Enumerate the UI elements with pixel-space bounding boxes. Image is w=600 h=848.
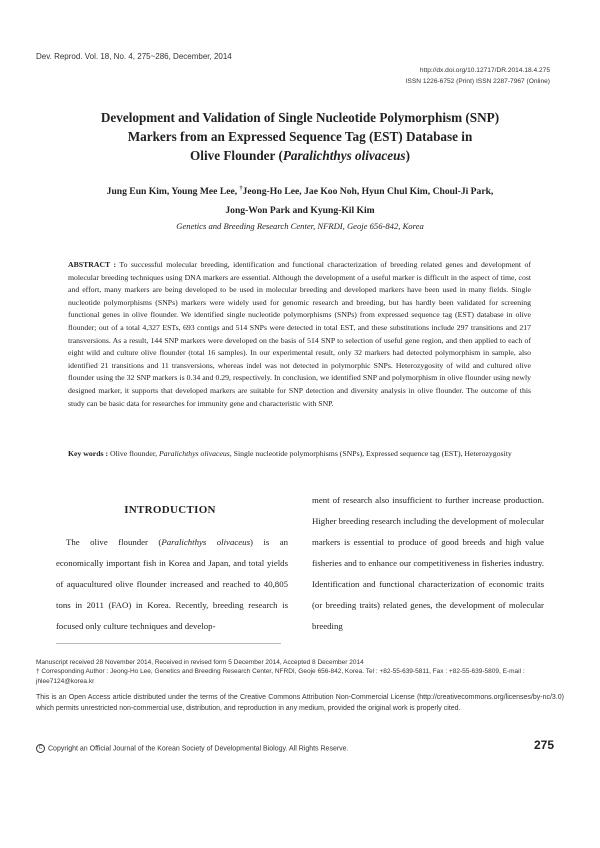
intro-left-post: ) is an economically important fish in Korea and Japan, and total yields of aquacultured olive flounder increased and reached to 40,805 tons in 2011 (FAO) in Korea. Recently, breeding research is focused only culture techniques and develop- xyxy=(56,537,289,631)
introduction-heading: INTRODUCTION xyxy=(124,504,216,516)
keywords-species: Paralichthys olivaceus xyxy=(158,449,230,458)
doi-block xyxy=(406,66,550,87)
title-line-3 xyxy=(60,146,540,165)
license-notice: This is an Open Access article distributed under the terms of the Creative Commons Attribution Non-Commercial License (http://creativecommons.org/licenses/by-nc/3.0) which permits unrestricted non-commercial use, distribution, and reproduction in any medium, provided the original work is properly cited. xyxy=(36,694,564,712)
authors-line-1-pre: Jung Eun Kim, Young Mee Lee, xyxy=(106,186,240,198)
title-species: Paralichthys olivaceus xyxy=(282,148,406,163)
article-title xyxy=(60,108,540,165)
copyright-line xyxy=(36,744,349,753)
copyright-text: Copyright an Official Journal of the Korean Society of Developmental Biology. All Rights Reserve. xyxy=(48,745,349,753)
title-line-3-post: ) xyxy=(405,148,410,163)
copyright-icon: C xyxy=(36,744,45,753)
keywords xyxy=(68,448,531,461)
manuscript-dates: Manuscript received 28 November 2014, Received in revised form 5 December 2014, Accepted 8 December 2014 xyxy=(36,659,364,666)
author-list xyxy=(60,180,540,220)
issn-line: ISSN 1226-6752 (Print) ISSN 2287-7967 (Online) xyxy=(405,77,550,85)
doi-link[interactable]: http://dx.doi.org/10.12717/DR.2014.18.4.275 xyxy=(419,67,550,74)
intro-right-column: ment of research also insufficient to further increase production. Higher breeding research including the development of molecular markers is essential to produce of good breeds and high value fisheries and to enhance our competitiveness in fisheries industry. Identification and functional characterization of economic traits (or breeding traits) related genes, the development of molecular breeding xyxy=(312,495,544,631)
abstract-text: To successful molecular breeding, identification and functional characterization of breeding related genes and development of molecular breeding techniques using DNA markers are essential. Although the development of a useful marker is difficult in the aspect of time, cost and effort, many markers are being developed to be used in molecular breeding and developed markers have been used in many fields. Single nucleotide polymorphisms (SNPs) markers were widely used for genomic research and breeding, but has hardly been validated for screening functional genes in olive flounder. We identified single nucleotide polymorphisms (SNPs) from expressed sequence tag (EST) database in olive flounder; out of a total 4,327 ESTs, 693 contigs and 514 SNPs were detected in total EST, and these substitutions include 297 transitions and 217 transversions. As a result, 144 SNP markers were developed on the basis of 514 SNP to selection of useful gene region, and then applied to each of eight wild and culture olive flounder (total 16 samples). In our experimental result, only 32 markers had detected polymorphism in sample, also identified 21 transitions and 11 transversions, whereas indel was not detected in polymorphic SNPs. Heterozygosity of wild and cultured olive flounder using the 32 SNP markers is 0.34 and 0.29, respectively. In conclusion, we identified SNP and polymorphism in olive flounder using newly designed marker, it supports that developed markers are suitable for SNP detection and diversity analysis in olive flounder. The outcome of this study can be basic data for researches for immunity gene and characteristic with SNP. xyxy=(68,260,531,408)
keywords-pre: Olive flounder, xyxy=(108,449,159,458)
title-line-3-pre: Olive Flounder ( xyxy=(190,148,283,163)
keywords-post: , Single nucleotide polymorphisms (SNPs), Expressed sequence tag (EST), Heterozygosity xyxy=(229,449,512,458)
title-line-1: Development and Validation of Single Nucleotide Polymorphism (SNP) xyxy=(100,110,500,125)
intro-species: Paralichthys olivaceus xyxy=(161,537,250,547)
footnote-separator xyxy=(56,643,281,644)
affiliation: Genetics and Breeding Research Center, NFRDI, Geoje 656-842, Korea xyxy=(176,221,424,231)
authors-line-1 xyxy=(60,180,540,201)
abstract xyxy=(68,259,531,410)
title-line-2: Markers from an Expressed Sequence Tag (EST) Database in xyxy=(127,129,473,144)
intro-left-pre: The olive flounder ( xyxy=(66,537,162,547)
corresponding-dagger: † xyxy=(239,186,243,192)
keywords-label: Key words : xyxy=(68,449,109,458)
abstract-label: ABSTRACT : xyxy=(68,260,117,269)
journal-citation: Dev. Reprod. Vol. 18, No. 4, 275~286, December, 2014 xyxy=(36,52,232,61)
intro-left-column xyxy=(56,532,288,637)
corresponding-author-note: † Corresponding Author : Jeong-Ho Lee, Genetics and Breeding Research Center, NFRDI, Geoje 656-842, Korea. Tel : +82-55-639-5811, Fax : +82-55-639-5809, E-mail : jhlee7124@korea.kr xyxy=(36,668,525,685)
page-number: 275 xyxy=(533,738,554,752)
authors-line-2: Jong-Won Park and Kyung-Kil Kim xyxy=(225,205,375,217)
authors-line-1-post: Jeong-Ho Lee, Jae Koo Noh, Hyun Chul Kim, Choul-Ji Park, xyxy=(242,186,494,198)
